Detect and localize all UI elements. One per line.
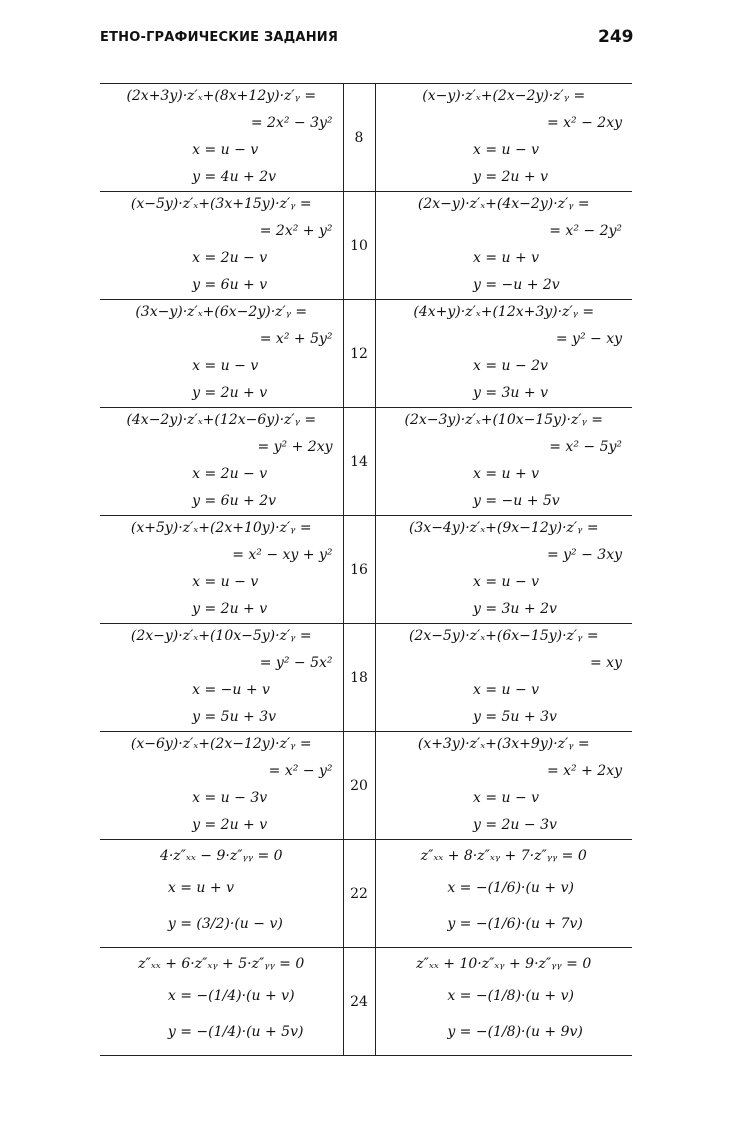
task-row (100, 732, 632, 840)
formula-line: z″ₓₓ + 8·z″ₓᵧ + 7·z″ᵧᵧ = 0 (420, 848, 587, 864)
formula-line: 4·z″ₓₓ − 9·z″ᵧᵧ = 0 (159, 848, 283, 864)
formula-line: = xy (590, 655, 622, 671)
formula-line: y = 6u + v (192, 277, 268, 293)
task-row (100, 516, 632, 624)
formula-line: x = u − v (192, 574, 259, 590)
formula-line: = y² − 5x² (259, 655, 333, 671)
task-right-cell (375, 408, 632, 516)
task-row (100, 624, 632, 732)
formula-line: x = u − v (472, 574, 540, 590)
formula-line: = x² − 5y² (549, 439, 622, 455)
task-left-cell (100, 300, 343, 408)
task-number: 8 (343, 84, 375, 192)
formula-line: (4x−2y)·z′ₓ+(12x−6y)·z′ᵧ = (126, 412, 317, 428)
formula-line: y = −(1/6)·(u + 7v) (447, 916, 583, 932)
formula-line: x = u + v (167, 880, 234, 896)
formula-line: z″ₓₓ + 10·z″ₓᵧ + 9·z″ᵧᵧ = 0 (416, 956, 592, 972)
formula-line: x = u − v (472, 682, 540, 698)
task-number: 22 (343, 840, 375, 948)
formula-line: = 2x² − 3y² (250, 115, 333, 131)
formula-line: y = 2u + v (192, 817, 268, 833)
formula-line: y = 4u + 2v (192, 169, 277, 185)
running-header-title: ЕТНО-ГРАФИЧЕСКИЕ ЗАДАНИЯ (100, 30, 339, 45)
formula-line: x = −(1/4)·(u + v) (167, 988, 295, 1004)
task-number: 12 (343, 300, 375, 408)
task-row (100, 192, 632, 300)
formula-line: x = 2u − v (192, 466, 268, 482)
task-left-cell (100, 948, 343, 1056)
task-right-cell (375, 300, 632, 408)
formula-line: y = −(1/8)·(u + 9v) (447, 1024, 583, 1040)
formula-line: y = (3/2)·(u − v) (167, 916, 283, 932)
formula-line: (2x−y)·z′ₓ+(4x−2y)·z′ᵧ = (417, 196, 590, 212)
task-right-cell (375, 948, 632, 1056)
formula-line: y = 2u + v (192, 601, 268, 617)
formula-line: x = u − 3v (192, 790, 268, 806)
formula-line: = x² + 5y² (259, 331, 333, 347)
task-left-cell (100, 840, 343, 948)
formula-line: (4x+y)·z′ₓ+(12x+3y)·z′ᵧ = (413, 304, 595, 320)
task-left-cell (100, 192, 343, 300)
task-number: 16 (343, 516, 375, 624)
formula-line: = x² + 2xy (546, 763, 622, 779)
formula-line: z″ₓₓ + 6·z″ₓᵧ + 5·z″ᵧᵧ = 0 (138, 956, 305, 972)
formula-line: x = u − 2v (472, 358, 548, 374)
formula-line: y = 5u + 3v (472, 709, 557, 725)
formula-line: y = 2u + v (192, 385, 268, 401)
formula-line: y = 6u + 2v (192, 493, 277, 509)
formula-line: x = u + v (472, 250, 540, 266)
task-row (100, 300, 632, 408)
task-number: 14 (343, 408, 375, 516)
formula-line: y = 2u + v (472, 169, 548, 185)
formula-line: (x+3y)·z′ₓ+(3x+9y)·z′ᵧ = (417, 736, 590, 752)
formula-line: (2x−3y)·z′ₓ+(10x−15y)·z′ᵧ = (404, 412, 604, 428)
formula-line: (x+5y)·z′ₓ+(2x+10y)·z′ᵧ = (130, 520, 312, 536)
tasks-table (100, 83, 632, 1056)
formula-line: y = −u + 2v (472, 277, 560, 293)
formula-line: x = u − v (472, 790, 540, 806)
formula-line: = x² − y² (268, 763, 333, 779)
formula-line: x = −(1/6)·(u + v) (447, 880, 574, 896)
task-row (100, 840, 632, 948)
formula-line: x = −u + v (192, 682, 270, 698)
formula-line: = y² + 2xy (257, 439, 333, 455)
formula-line: x = u − v (192, 358, 259, 374)
formula-line: = x² − xy + y² (232, 547, 333, 563)
task-right-cell (375, 840, 632, 948)
task-left-cell (100, 624, 343, 732)
formula-line: = y² − xy (555, 331, 622, 347)
task-left-cell (100, 516, 343, 624)
formula-line: x = −(1/8)·(u + v) (447, 988, 574, 1004)
page-number: 249 (598, 27, 634, 47)
formula-line: (2x−5y)·z′ₓ+(6x−15y)·z′ᵧ = (408, 628, 599, 644)
formula-line: (x−6y)·z′ₓ+(2x−12y)·z′ᵧ = (130, 736, 312, 752)
task-row (100, 84, 632, 192)
formula-line: y = 3u + 2v (472, 601, 557, 617)
formula-line: = 2x² + y² (259, 223, 333, 239)
formula-line: (3x−y)·z′ₓ+(6x−2y)·z′ᵧ = (135, 304, 308, 320)
task-number: 24 (343, 948, 375, 1056)
task-right-cell (375, 624, 632, 732)
formula-line: y = 2u − 3v (472, 817, 557, 833)
formula-line: y = 5u + 3v (192, 709, 277, 725)
formula-line: (3x−4y)·z′ₓ+(9x−12y)·z′ᵧ = (408, 520, 599, 536)
task-number: 20 (343, 732, 375, 840)
task-right-cell (375, 192, 632, 300)
task-number: 10 (343, 192, 375, 300)
formula-line: (2x+3y)·z′ₓ+(8x+12y)·z′ᵧ = (126, 88, 317, 104)
task-row (100, 948, 632, 1056)
formula-line: = x² − 2xy (546, 115, 622, 131)
task-right-cell (375, 732, 632, 840)
task-left-cell (100, 84, 343, 192)
task-number: 18 (343, 624, 375, 732)
formula-line: = y² − 3xy (546, 547, 622, 563)
formula-line: (x−y)·z′ₓ+(2x−2y)·z′ᵧ = (422, 88, 586, 104)
formula-line: x = 2u − v (192, 250, 268, 266)
formula-line: y = 3u + v (472, 385, 548, 401)
formula-line: (x−5y)·z′ₓ+(3x+15y)·z′ᵧ = (130, 196, 312, 212)
formula-line: x = u − v (472, 142, 540, 158)
task-left-cell (100, 732, 343, 840)
formula-line: y = −(1/4)·(u + 5v) (167, 1024, 304, 1040)
task-left-cell (100, 408, 343, 516)
task-row (100, 408, 632, 516)
task-right-cell (375, 516, 632, 624)
formula-line: (2x−y)·z′ₓ+(10x−5y)·z′ᵧ = (130, 628, 312, 644)
formula-line: x = u + v (472, 466, 540, 482)
formula-line: y = −u + 5v (472, 493, 560, 509)
formula-line: x = u − v (192, 142, 259, 158)
formula-line: = x² − 2y² (549, 223, 622, 239)
task-right-cell (375, 84, 632, 192)
